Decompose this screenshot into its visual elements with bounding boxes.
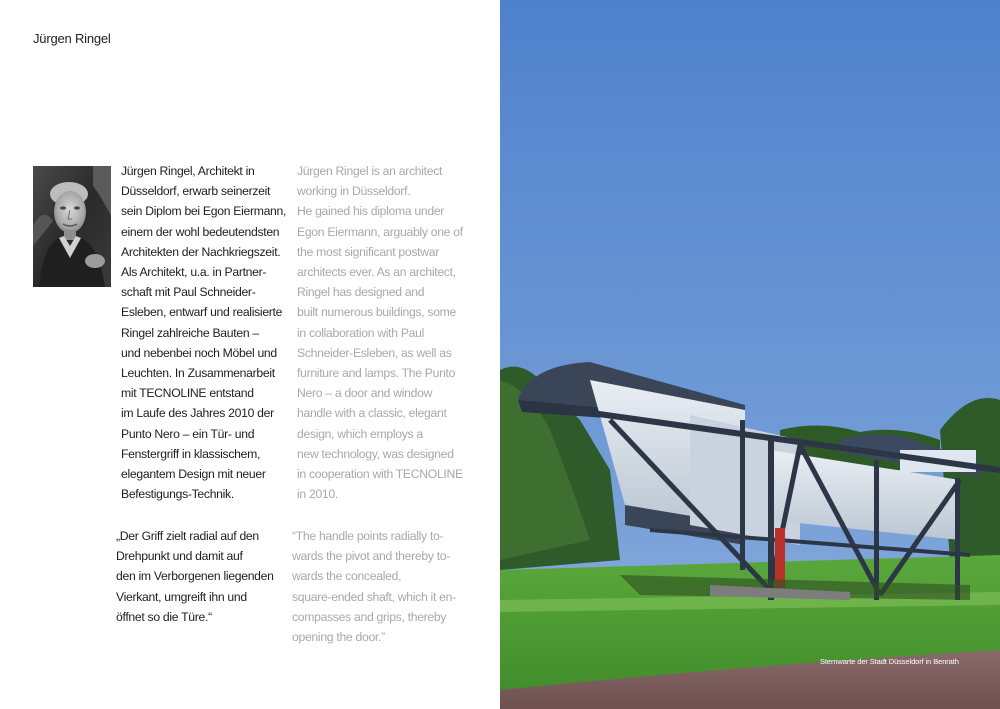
biography-english: Jürgen Ringel is an architect working in Düsseldorf. He gained his diploma under Egon Eiermann, arguably one of the most significant postwar architects ever. As an architect, Ringel has designed and built numerous buildings, some in collaboration with Paul Schneider-Esleben, as well as furniture and lamps. The Punto Nero – a door and window handle with a classic, elegant design, which employs a new technology, was designed in cooperation with TECNOLINE in 2010.: [297, 164, 463, 502]
page-title: Jürgen Ringel: [33, 31, 111, 46]
quote-english: “The handle points radially to- wards the pivot and thereby to- wards the concealed, square-ended shaft, which it en- compasses and grips, thereby opening the door.”: [292, 529, 456, 645]
photo-caption: Sternwarte der Stadt Düsseldorf in Benrath: [820, 657, 959, 666]
observatory-illustration: [500, 0, 1000, 709]
portrait-photo: [33, 166, 111, 287]
building-photo: [500, 0, 1000, 709]
biography-german: Jürgen Ringel, Architekt in Düsseldorf, erwarb seinerzeit sein Diplom bei Egon Eiermann, einem der wohl bedeutendsten Architekten der Nachkriegszeit. Als Architekt, u.a. in Partner- schaft mit Paul Schneider- Esleben, entwarf und realisierte Ringel zahlreiche Bauten – und nebenbei noch Möbel und Leuchten. In Zusammenarbeit mit TECNOLINE entstand im Laufe des Jahres 2010 der Punto Nero – ein Tür- und Fenstergriff in klassischem, elegantem Design mit neuer Befestigungs-Technik.: [121, 164, 287, 502]
portrait-illustration: [33, 166, 111, 287]
quote-german: „Der Griff zielt radial auf den Drehpunkt und damit auf den im Verborgenen liegenden Vierkant, umgreift ihn und öffnet so die Türe.“: [116, 529, 274, 624]
